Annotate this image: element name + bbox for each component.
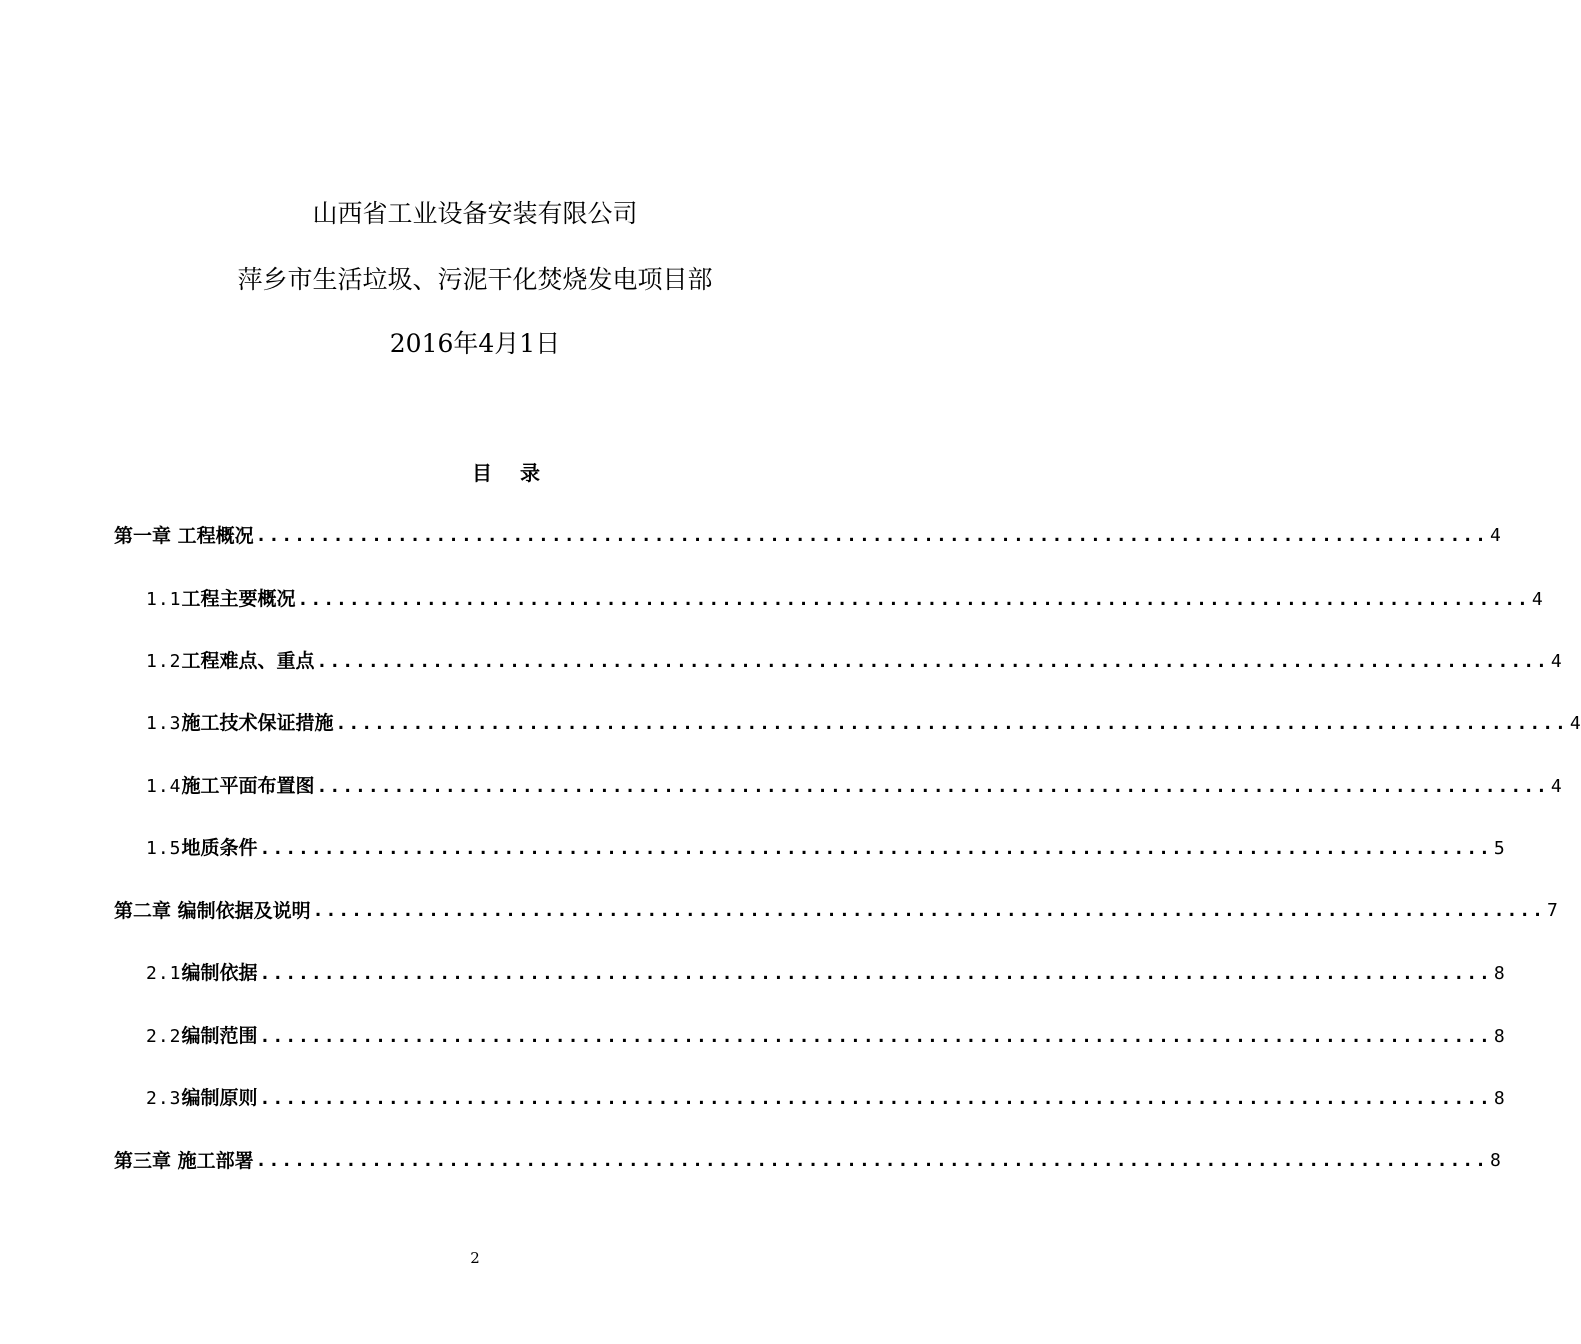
toc-entry-chapter-1[interactable] xyxy=(114,522,1501,550)
toc-dot-leader: ................................................................................................ xyxy=(312,900,1545,921)
toc-dot-leader: ................................................................................................ xyxy=(335,713,1568,734)
toc-entry-chapter-2[interactable] xyxy=(114,897,1558,925)
toc-entry-page: 5 xyxy=(1493,838,1505,859)
toc-entry-label: 2.2编制范围 xyxy=(146,1025,258,1047)
toc-entry-1-3[interactable] xyxy=(146,709,1581,738)
toc-entry-label: 2.1编制依据 xyxy=(146,962,258,984)
toc-entry-1-1[interactable] xyxy=(146,585,1543,614)
project-name: 萍乡市生活垃圾、污泥干化焚烧发电项目部 xyxy=(237,265,713,294)
toc-entry-number: 1.4 xyxy=(146,776,182,797)
toc-entry-1-2[interactable] xyxy=(146,647,1562,676)
toc-entry-number: 2.2 xyxy=(146,1026,182,1047)
toc-title: 目录 xyxy=(472,461,568,485)
toc-entry-number: 1.3 xyxy=(146,713,182,734)
toc-entry-page: 8 xyxy=(1493,963,1505,984)
toc-entry-1-4[interactable] xyxy=(146,772,1562,801)
document-date: 2016年4月1日 xyxy=(389,329,561,358)
toc-entry-2-1[interactable] xyxy=(146,959,1505,988)
toc-entry-number: 2.3 xyxy=(146,1088,182,1109)
toc-dot-leader: ................................................................................................ xyxy=(316,776,1549,797)
toc-entry-number: 1.1 xyxy=(146,589,182,610)
toc-entry-page: 4 xyxy=(1550,776,1562,797)
toc-dot-leader: ................................................................................................ xyxy=(255,1150,1488,1171)
toc-entry-2-2[interactable] xyxy=(146,1022,1505,1051)
toc-entry-chapter-3[interactable] xyxy=(114,1147,1501,1175)
toc-entry-label: 1.5地质条件 xyxy=(146,837,258,859)
toc-entry-label: 1.4施工平面布置图 xyxy=(146,775,315,797)
toc-entry-1-5[interactable] xyxy=(146,834,1505,863)
toc-dot-leader: ................................................................................................ xyxy=(297,589,1530,610)
toc-entry-page: 4 xyxy=(1489,525,1501,546)
toc-entry-page: 4 xyxy=(1569,713,1581,734)
toc-entry-label: 1.2工程难点、重点 xyxy=(146,650,315,672)
toc-dot-leader: ................................................................................................ xyxy=(259,963,1492,984)
company-name: 山西省工业设备安装有限公司 xyxy=(312,199,638,228)
toc-dot-leader: ................................................................................................ xyxy=(255,525,1488,546)
toc-dot-leader: ................................................................................................ xyxy=(259,1088,1492,1109)
toc-dot-leader: ................................................................................................ xyxy=(316,651,1549,672)
toc-entry-page: 8 xyxy=(1493,1088,1505,1109)
toc-entry-label: 1.1工程主要概况 xyxy=(146,588,296,610)
toc-entry-label: 2.3编制原则 xyxy=(146,1087,258,1109)
toc-entry-label: 第三章 施工部署 xyxy=(114,1150,254,1172)
toc-entry-number: 2.1 xyxy=(146,963,182,984)
page-number: 2 xyxy=(470,1249,480,1267)
toc-entry-label: 第二章 编制依据及说明 xyxy=(114,900,311,922)
toc-entry-label: 第一章 工程概况 xyxy=(114,525,254,547)
toc-entry-number: 1.2 xyxy=(146,651,182,672)
toc-dot-leader: ................................................................................................ xyxy=(259,1026,1492,1047)
toc-entry-number: 1.5 xyxy=(146,838,182,859)
toc-entry-page: 8 xyxy=(1489,1150,1501,1171)
toc-entry-page: 4 xyxy=(1531,589,1543,610)
toc-entry-page: 8 xyxy=(1493,1026,1505,1047)
toc-entry-2-3[interactable] xyxy=(146,1084,1505,1113)
toc-entry-label: 1.3施工技术保证措施 xyxy=(146,712,334,734)
toc-entry-page: 4 xyxy=(1550,651,1562,672)
toc-entry-page: 7 xyxy=(1546,900,1558,921)
toc-dot-leader: ................................................................................................ xyxy=(259,838,1492,859)
